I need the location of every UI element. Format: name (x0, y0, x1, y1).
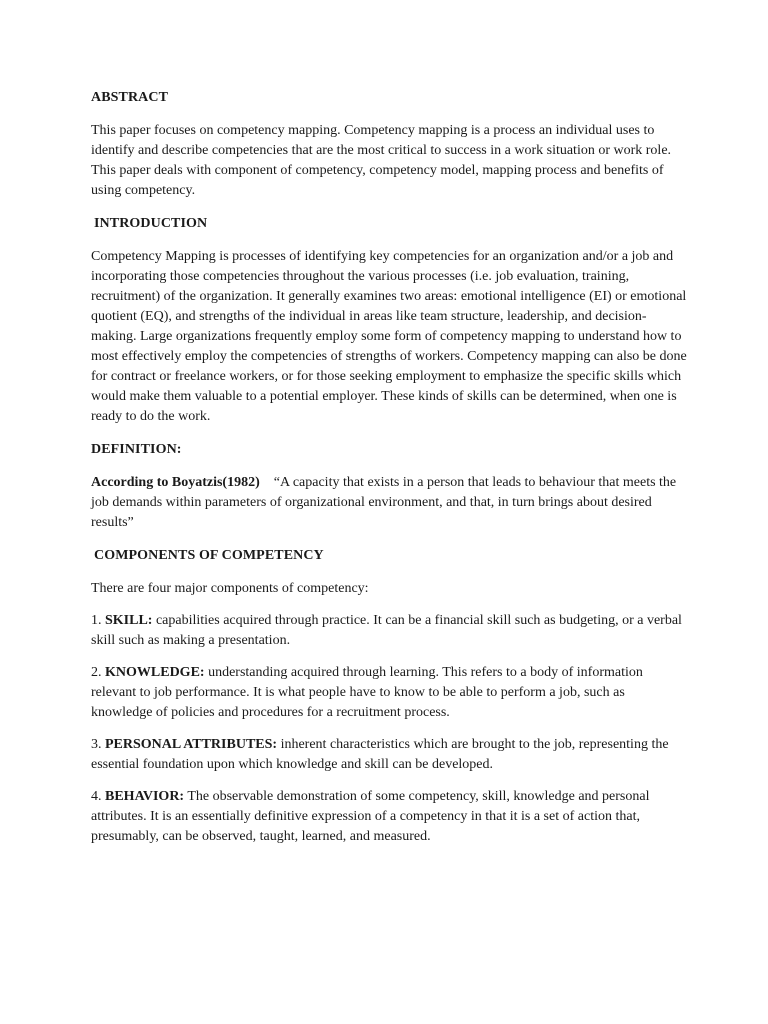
component-text: understanding acquired through learning. This refers to a body of information relevant to job performance. It is what people have to know to be able to perform a job, such as knowledge of policies and procedures for a recruitment process. (91, 665, 643, 720)
definition-heading: DEFINITION: (91, 442, 182, 457)
introduction-text: Competency Mapping is processes of identifying key competencies for an organization and/or a job and incorporating those competencies throughout the various processes (i.e. job evaluation, training, recruitment) of the organization. It generally examines two areas: emotional intelligence (EI) or emotional quotient (EQ), and strengths of the individual in areas like team structure, leadership, and decision-making. Large organizations frequently employ some form of competency mapping to understand how to most effectively employ the competencies of strengths of workers. Competency mapping can also be done for contract or freelance workers, or for those seeking employment to emphasize the specific skills which would make them valuable to a potential employer. These kinds of skills can be determined, when one is ready to do the work. (91, 249, 687, 424)
components-intro: There are four major components of competency: (91, 581, 369, 596)
component-number: 4. (91, 789, 102, 804)
component-term: SKILL: (105, 613, 153, 628)
component-item-knowledge (91, 663, 687, 723)
document-body (91, 88, 687, 847)
introduction-heading: INTRODUCTION (94, 216, 208, 231)
component-text: The observable demonstration of some competency, skill, knowledge and personal attributes. It is an essentially definitive expression of a competency in that it is a set of action that, presumably, can be observed, taught, learned, and measured. (91, 789, 650, 844)
component-number: 2. (91, 665, 102, 680)
component-number: 1. (91, 613, 102, 628)
components-heading: COMPONENTS OF COMPETENCY (94, 548, 324, 563)
definition-quote: “A capacity that exists in a person that leads to behaviour that meets the job demands within parameters of organizational environment, and that, in turn brings about desired results” (91, 475, 677, 530)
abstract-text: This paper focuses on competency mapping. Competency mapping is a process an individual uses to identify and describe competencies that are the most critical to success in a work situation or work role. This paper deals with component of competency, competency model, mapping process and benefits of using competency. (91, 123, 672, 198)
abstract-heading: ABSTRACT (91, 90, 169, 105)
component-term: BEHAVIOR: (105, 789, 185, 804)
definition-source: According to Boyatzis(1982) (91, 475, 260, 490)
component-text: inherent characteristics which are brought to the job, representing the essential foundation upon which knowledge and skill can be developed. (91, 737, 669, 772)
component-term: PERSONAL ATTRIBUTES: (105, 737, 278, 752)
component-number: 3. (91, 737, 102, 752)
component-text: capabilities acquired through practice. It can be a financial skill such as budgeting, or a verbal skill such as making a presentation. (91, 613, 682, 648)
component-item-skill (91, 611, 687, 651)
component-term: KNOWLEDGE: (105, 665, 205, 680)
definition-paragraph (91, 473, 687, 533)
component-item-behavior (91, 787, 687, 847)
component-item-personal-attributes (91, 735, 687, 775)
